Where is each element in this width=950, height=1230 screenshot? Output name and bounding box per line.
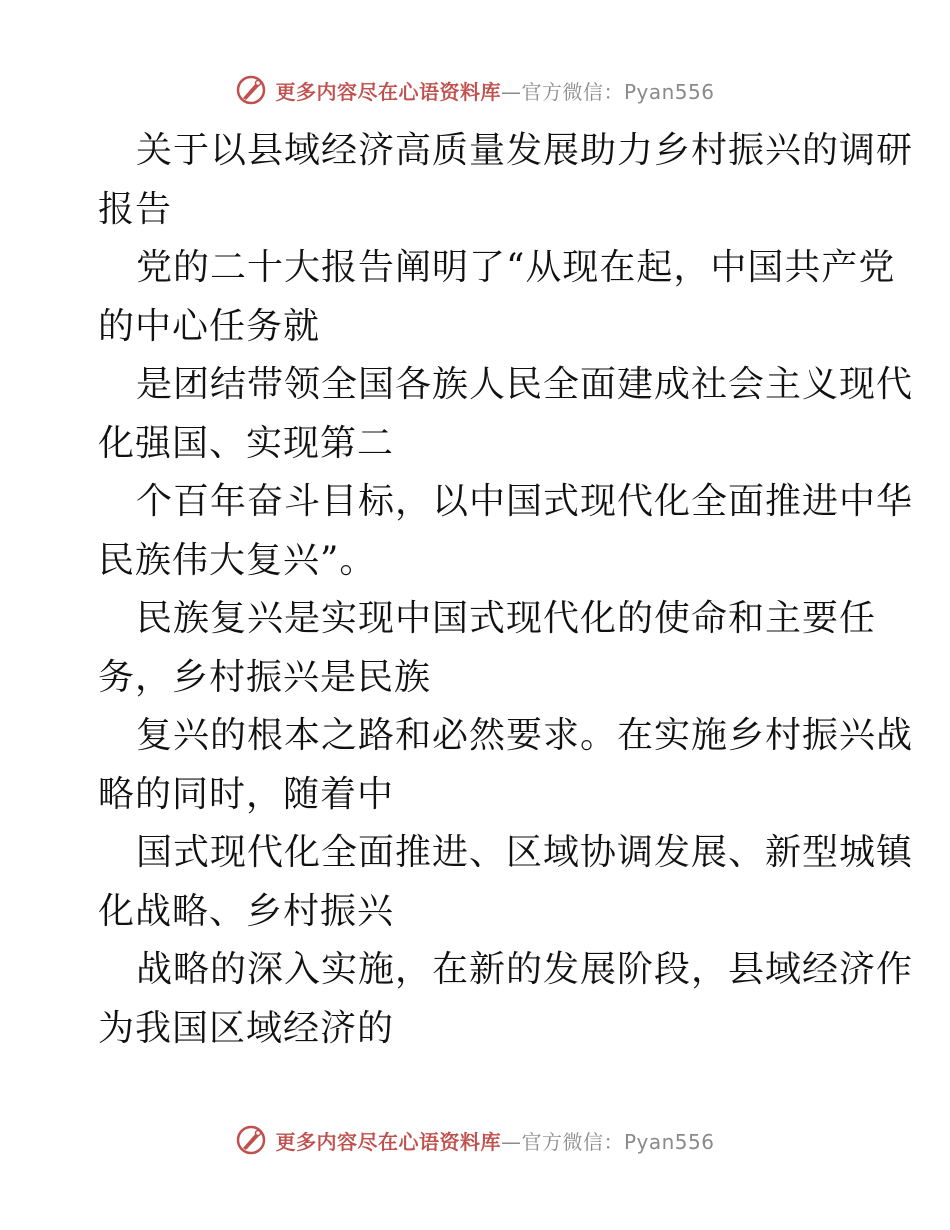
paragraph-line: 的中心任务就	[98, 305, 321, 347]
paragraph-line: 个百年奋斗目标，以中国式现代化全面推进中华	[136, 481, 914, 522]
banner-text	[275, 1126, 714, 1155]
banner-brand: 更多内容尽在心语资料库	[275, 1129, 501, 1154]
document-body	[98, 122, 914, 1058]
banner-brand: 更多内容尽在心语资料库	[275, 79, 501, 104]
paragraph-line: 国式现代化全面推进、区域协调发展、新型城镇	[136, 832, 914, 873]
doc-title-line: 关于以县域经济高质量发展助力乡村振兴的调研	[136, 130, 914, 171]
banner-wechat: 官方微信：Pyan556	[521, 1129, 715, 1154]
paragraph-line: 为我国区域经济的	[98, 1007, 395, 1049]
header-banner	[0, 70, 950, 110]
paragraph-line: 复兴的根本之路和必然要求。在实施乡村振兴战	[136, 715, 914, 756]
paragraph-line: 化战略、乡村振兴	[98, 890, 395, 932]
banner-dash: —	[500, 1129, 522, 1154]
paragraph-line: 战略的深入实施，在新的发展阶段，县域经济作	[136, 949, 914, 990]
paragraph-line: 民族伟大复兴”。	[98, 539, 377, 581]
footer-banner	[0, 1120, 950, 1160]
paragraph-line: 党的二十大报告阐明了“从现在起，中国共产党	[136, 247, 896, 288]
paragraph-line: 是团结带领全国各族人民全面建成社会主义现代	[136, 364, 914, 405]
banner-wechat: 官方微信：Pyan556	[521, 79, 715, 104]
banner-dash: —	[500, 79, 522, 104]
banner-text	[275, 76, 714, 105]
paragraph-line: 务，乡村振兴是民族	[98, 656, 432, 698]
paragraph-line: 略的同时，随着中	[98, 773, 395, 815]
quill-pen-logo-icon	[235, 74, 267, 106]
doc-title-line: 报告	[98, 188, 173, 230]
paragraph-line: 民族复兴是实现中国式现代化的使命和主要任	[136, 598, 877, 639]
paragraph-line: 化强国、实现第二	[98, 422, 395, 464]
quill-pen-logo-icon	[235, 1124, 267, 1156]
